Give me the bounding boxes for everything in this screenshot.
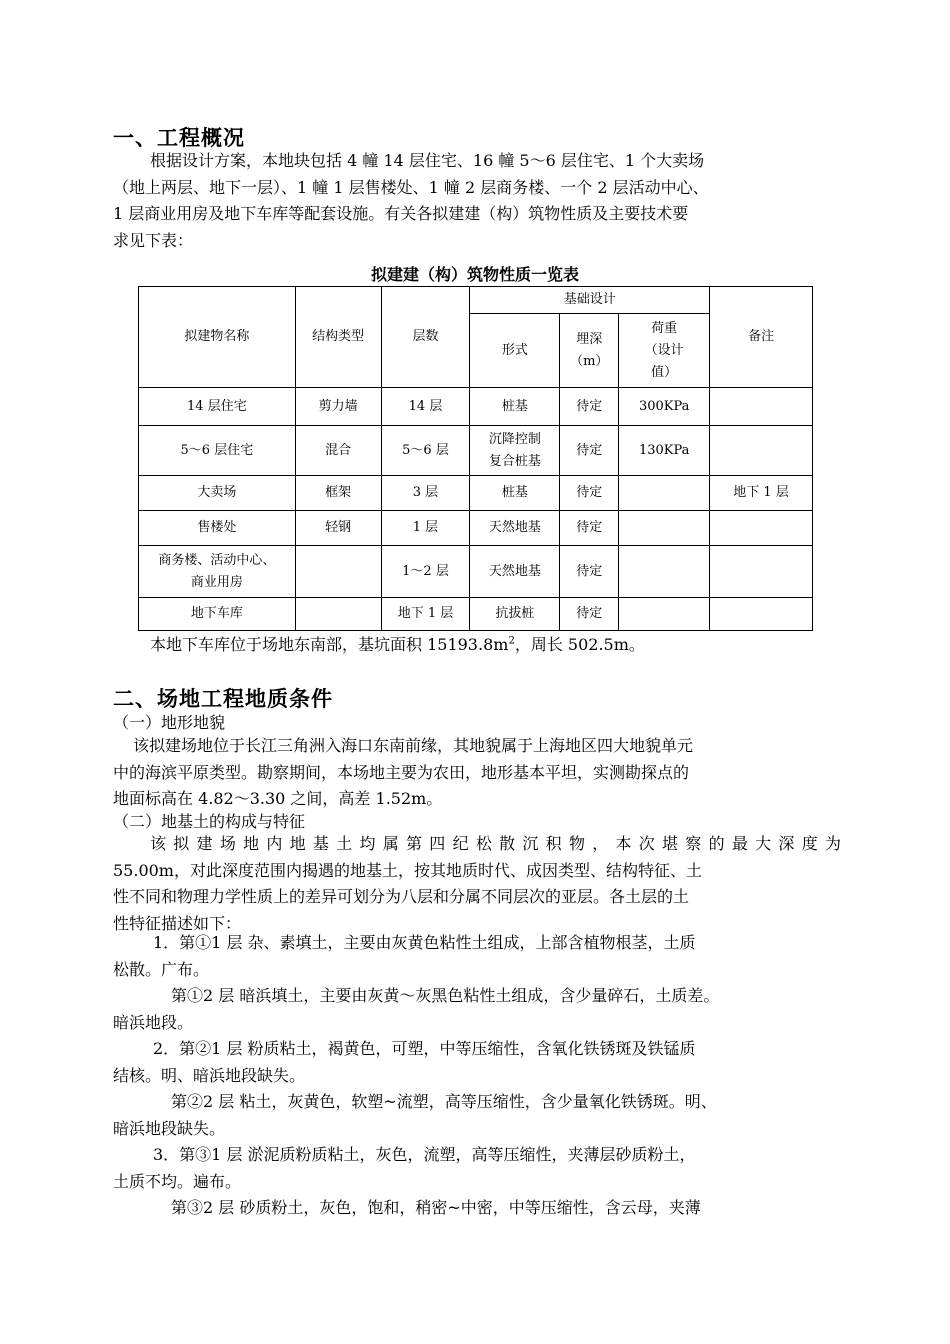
paragraph-line: 性不同和物理力学性质上的差异可划分为八层和分属不同层次的亚层。各土层的土	[113, 887, 690, 906]
cell-remark	[710, 511, 813, 546]
cell-form	[470, 426, 560, 476]
cell-floors: 5～6 层	[381, 426, 470, 476]
cell-name	[139, 546, 296, 598]
header-structure: 结构类型	[295, 287, 381, 388]
cell-remark	[710, 598, 813, 631]
cell-name: 大卖场	[139, 476, 296, 511]
layer-line: 第③2 层 砂质粉土，灰色，饱和，稍密~中密，中等压缩性，含云母，夹薄	[171, 1198, 701, 1217]
header-remark: 备注	[710, 287, 813, 388]
cell-name: 14 层住宅	[139, 388, 296, 426]
terrain-paragraph	[113, 733, 841, 813]
table-row	[139, 476, 813, 511]
basement-note	[113, 632, 841, 659]
paragraph-line: 55.00m，对此深度范围内揭遇的地基土，按其地质时代、成因类型、结构特征、土	[113, 860, 702, 880]
cell-load	[619, 511, 710, 546]
superscript: 2	[508, 635, 515, 647]
building-table	[138, 286, 813, 631]
layer-line: 暗浜地段缺失。	[113, 1118, 226, 1138]
cell-form-line: 沉降控制	[488, 431, 541, 447]
cell-structure	[295, 598, 381, 631]
soil-layers	[113, 930, 841, 1222]
layer-line: 1．第①1 层 杂、素填土，主要由灰黄色粘性土组成，上部含植物根茎，土质	[153, 933, 696, 952]
layer-line: 暗浜地段。	[113, 1012, 194, 1032]
paragraph-line: 该拟建场地内地基土均属第四纪松散沉积物，本次堪察的最大深度为	[150, 834, 841, 853]
paragraph-line: 求见下表：	[113, 230, 194, 250]
basement-note-line	[113, 632, 841, 659]
cell-structure: 框架	[295, 476, 381, 511]
paragraph-line: 地面标高在 4.82～3.30 之间，高差 1.52m。	[113, 789, 443, 808]
cell-name: 售楼处	[139, 511, 296, 546]
table-row	[139, 598, 813, 631]
layer-line: 松散。广布。	[113, 959, 210, 979]
header-foundation: 基础设计	[470, 287, 710, 314]
cell-load	[619, 598, 710, 631]
cell-structure: 轻钢	[295, 511, 381, 546]
header-load-line: 值）	[651, 364, 678, 380]
cell-load	[619, 476, 710, 511]
header-load-line: 荷重	[651, 320, 678, 336]
cell-name-line: 商务楼、活动中心、	[158, 552, 276, 568]
paragraph-line: 1 层商业用房及地下车库等配套设施。有关各拟建建（构）筑物性质及主要技术要	[113, 204, 689, 223]
cell-form: 天然地基	[470, 546, 560, 598]
table-row	[139, 546, 813, 598]
layer-line: 3．第③1 层 淤泥质粉质粘土，灰色，流塑，高等压缩性，夹薄层砂质粉土，	[153, 1145, 696, 1164]
table-row	[139, 511, 813, 546]
table-row	[139, 388, 813, 426]
cell-floors: 1～2 层	[381, 546, 470, 598]
table-row	[139, 426, 813, 476]
subheading-terrain: （一）地形地貌	[113, 713, 226, 732]
cell-form: 抗拔桩	[470, 598, 560, 631]
layer-line: 2．第②1 层 粉质粘土，褐黄色，可塑，中等压缩性，含氧化铁锈斑及铁锰质	[153, 1039, 696, 1058]
cell-structure: 混合	[295, 426, 381, 476]
cell-remark	[710, 546, 813, 598]
section-2-heading: 二、场地工程地质条件	[113, 687, 333, 711]
cell-load: 130KPa	[619, 426, 710, 476]
basement-note-text: 本地下车库位于场地东南部，基坑面积 15193.8m	[150, 635, 509, 654]
cell-form: 桩基	[470, 476, 560, 511]
layer-line: 土质不均。遍布。	[113, 1171, 242, 1191]
cell-depth: 待定	[560, 546, 619, 598]
cell-depth: 待定	[560, 426, 619, 476]
table-header-row	[139, 287, 813, 314]
cell-load: 300KPa	[619, 388, 710, 426]
header-floors: 层数	[381, 287, 470, 388]
cell-structure	[295, 546, 381, 598]
paragraph-line: 性特征描述如下：	[113, 913, 242, 933]
header-name: 拟建物名称	[139, 287, 296, 388]
paragraph-line: 根据设计方案，本地块包括 4 幢 14 层住宅、16 幢 5～6 层住宅、1 个大卖场	[150, 151, 705, 170]
header-depth	[560, 314, 619, 388]
cell-remark	[710, 388, 813, 426]
cell-depth: 待定	[560, 388, 619, 426]
layer-line: 结核。明、暗浜地段缺失。	[113, 1065, 306, 1085]
header-load	[619, 314, 710, 388]
subheading-soil: （二）地基土的构成与特征	[113, 812, 306, 831]
cell-name: 5～6 层住宅	[139, 426, 296, 476]
cell-depth: 待定	[560, 476, 619, 511]
layer-line: 第②2 层 粘土，灰黄色，软塑~流塑，高等压缩性，含少量氧化铁锈斑。明、	[171, 1092, 717, 1111]
cell-form: 天然地基	[470, 511, 560, 546]
header-depth-label: 埋深	[576, 331, 603, 347]
cell-name: 地下车库	[139, 598, 296, 631]
cell-form-line: 复合桩基	[488, 453, 541, 469]
soil-paragraph	[113, 831, 841, 937]
cell-name-line: 商业用房	[190, 574, 243, 590]
header-load-line: （设计	[644, 342, 684, 358]
cell-floors: 3 层	[381, 476, 470, 511]
cell-remark: 地下 1 层	[710, 476, 813, 511]
cell-load	[619, 546, 710, 598]
paragraph-line: 中的海滨平原类型。勘察期间，本场地主要为农田，地形基本平坦，实测勘探点的	[113, 762, 690, 782]
paragraph-line: （地上两层、地下一层）、1 幢 1 层售楼处、1 幢 2 层商务楼、一个 2 层活动中心、	[113, 177, 709, 197]
cell-floors: 地下 1 层	[381, 598, 470, 631]
cell-depth: 待定	[560, 598, 619, 631]
cell-floors: 1 层	[381, 511, 470, 546]
section-1-paragraph	[113, 148, 841, 254]
cell-form: 桩基	[470, 388, 560, 426]
table-caption: 拟建建（构）筑物性质一览表	[370, 265, 579, 284]
cell-remark	[710, 426, 813, 476]
cell-floors: 14 层	[381, 388, 470, 426]
header-depth-unit: （m）	[570, 353, 609, 369]
basement-note-text: ，周长 502.5m。	[514, 635, 645, 654]
cell-depth: 待定	[560, 511, 619, 546]
header-form: 形式	[470, 314, 560, 388]
paragraph-line: 该拟建场地位于长江三角洲入海口东南前缘，其地貌属于上海地区四大地貌单元	[133, 736, 694, 755]
section-1-heading: 一、工程概况	[113, 126, 245, 150]
layer-line: 第①2 层 暗浜填土，主要由灰黄～灰黑色粘性土组成，含少量碎石，土质差。	[171, 986, 720, 1005]
cell-structure: 剪力墙	[295, 388, 381, 426]
